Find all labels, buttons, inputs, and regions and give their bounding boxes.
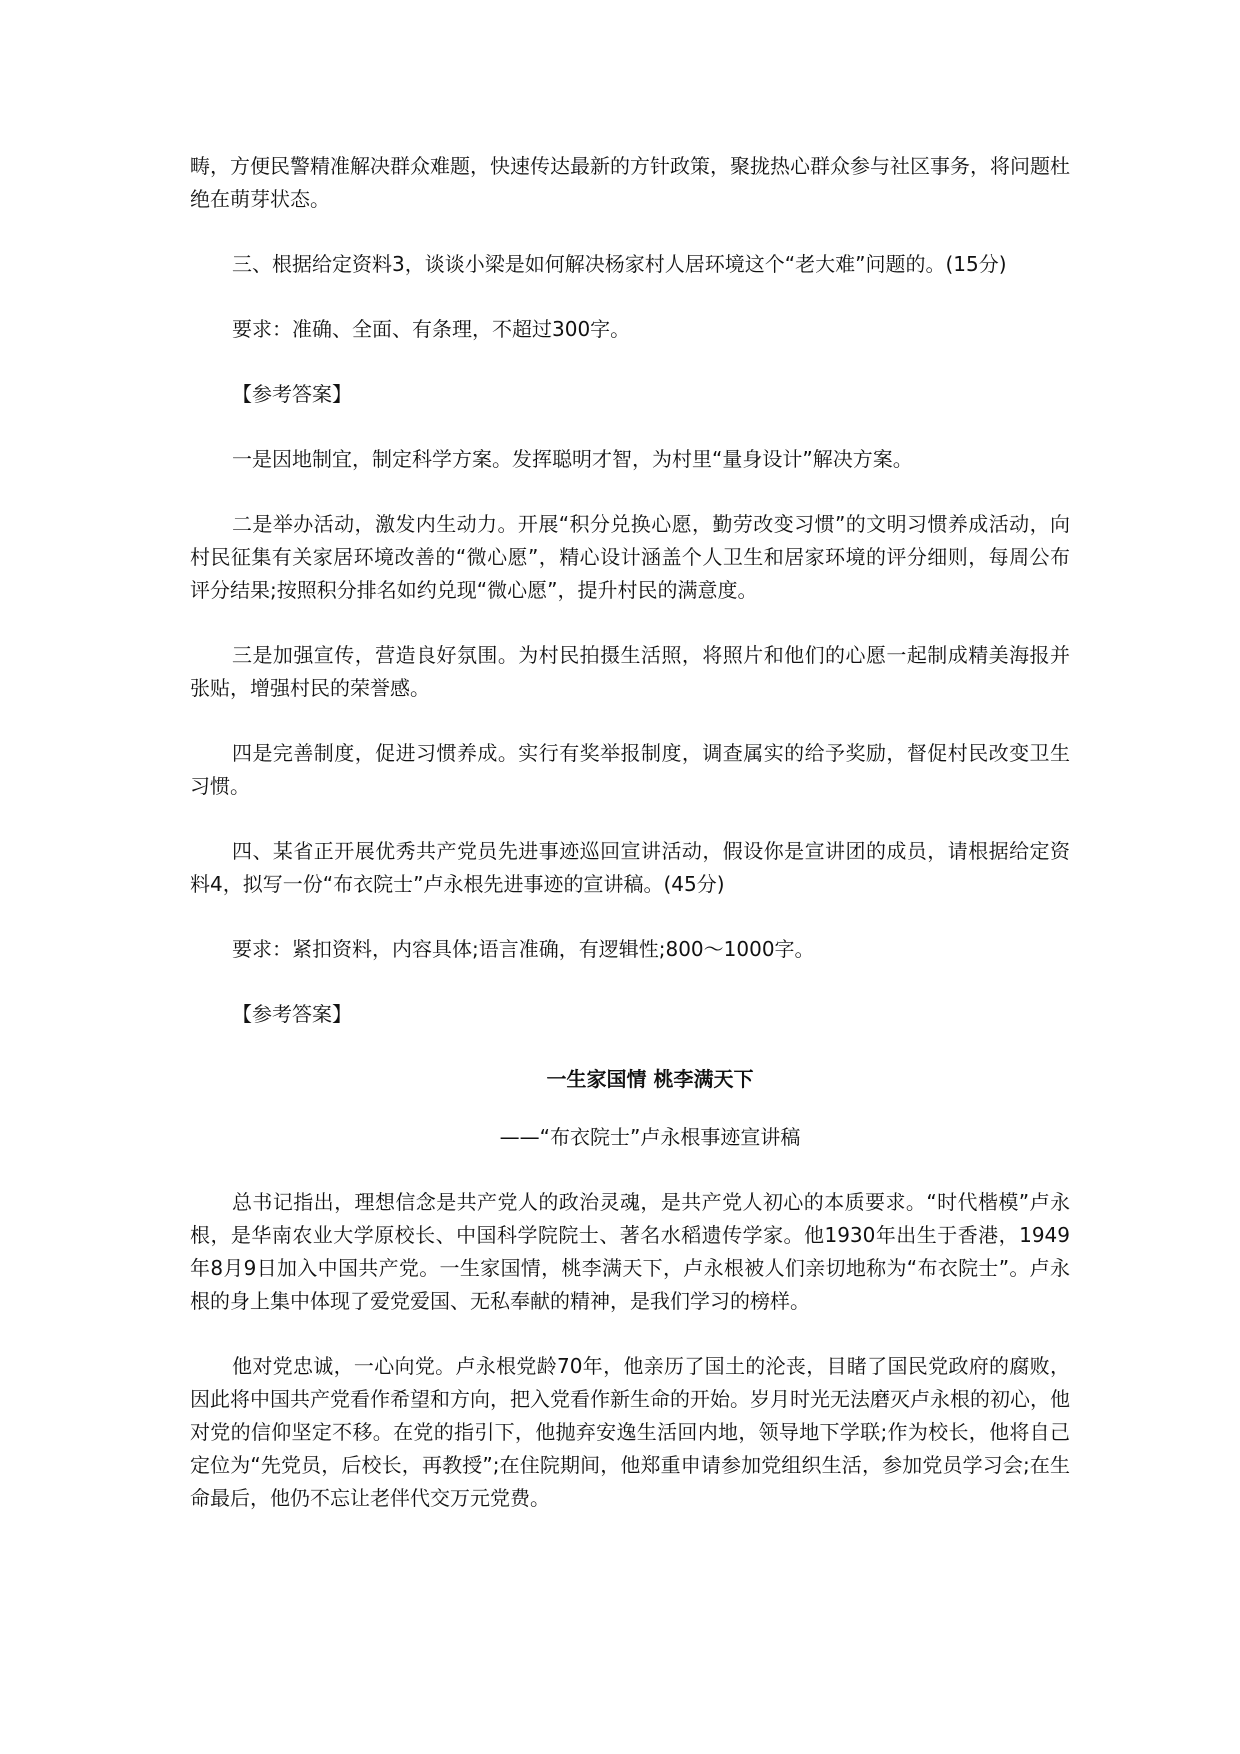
paragraph-continuation: 畴，方便民警精准解决群众难题，快速传达最新的方针政策，聚拢热心群众参与社区事务，将问题杜绝在萌芽状态。 bbox=[190, 154, 1070, 211]
speech-paragraph-intro: 总书记指出，理想信念是共产党人的政治灵魂，是共产党人初心的本质要求。“时代楷模”卢永根，是华南农业大学原校长、中国科学院院士、著名水稻遗传学家。他1930年出生于香港，1949年8月9日加入中国共产党。一生家国情，桃李满天下，卢永根被人们亲切地称为“布衣院士”。卢永根的身上集中体现了爱党爱国、无私奉献的精神，是我们学习的榜样。 bbox=[190, 1190, 1070, 1313]
reference-answer-label: 【参考答案】 bbox=[232, 382, 352, 406]
answer-point-one: 一是因地制宜，制定科学方案。发挥聪明才智，为村里“量身设计”解决方案。 bbox=[232, 447, 913, 471]
speech-subtitle: ——“布衣院士”卢永根事迹宣讲稿 bbox=[499, 1125, 801, 1149]
reference-answer-label: 【参考答案】 bbox=[232, 1002, 352, 1026]
speech-title: 一生家国情 桃李满天下 bbox=[546, 1067, 754, 1091]
answer-point-three: 三是加强宣传，营造良好氛围。为村民拍摄生活照，将照片和他们的心愿一起制成精美海报并张贴，增强村民的荣誉感。 bbox=[190, 643, 1070, 700]
answer-point-four: 四是完善制度，促进习惯养成。实行有奖举报制度，调查属实的给予奖励，督促村民改变卫生习惯。 bbox=[190, 741, 1070, 798]
document-page bbox=[190, 150, 1070, 1547]
question-four: 四、某省正开展优秀共产党员先进事迹巡回宣讲活动，假设你是宣讲团的成员，请根据给定资料4，拟写一份“布衣院士”卢永根先进事迹的宣讲稿。(45分) bbox=[190, 839, 1070, 896]
question-three: 三、根据给定资料3，谈谈小梁是如何解决杨家村人居环境这个“老大难”问题的。(15分) bbox=[232, 252, 1007, 276]
requirement-three: 要求：准确、全面、有条理，不超过300字。 bbox=[232, 317, 631, 341]
requirement-four: 要求：紧扣资料，内容具体;语言准确，有逻辑性;800～1000字。 bbox=[232, 937, 815, 961]
speech-paragraph-loyalty: 他对党忠诚，一心向党。卢永根党龄70年，他亲历了国土的沦丧，目睹了国民党政府的腐败，因此将中国共产党看作希望和方向，把入党看作新生命的开始。岁月时光无法磨灭卢永根的初心，他对党的信仰坚定不移。在党的指引下，他抛弃安逸生活回内地，领导地下学联;作为校长，他将自己定位为“先党员，后校长，再教授”;在住院期间，他郑重申请参加党组织生活，参加党员学习会;在生命最后，他仍不忘让老伴代交万元党费。 bbox=[190, 1354, 1070, 1510]
answer-point-two: 二是举办活动，激发内生动力。开展“积分兑换心愿，勤劳改变习惯”的文明习惯养成活动，向村民征集有关家居环境改善的“微心愿”，精心设计涵盖个人卫生和居家环境的评分细则，每周公布评分结果;按照积分排名如约兑现“微心愿”，提升村民的满意度。 bbox=[190, 512, 1070, 602]
